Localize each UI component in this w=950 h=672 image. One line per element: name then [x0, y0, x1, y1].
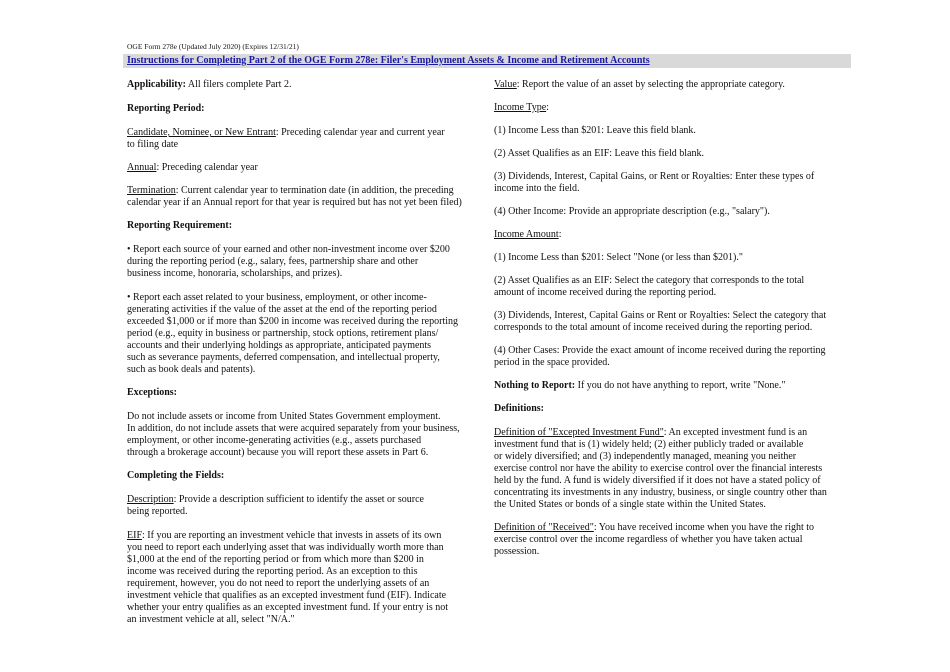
- income-type-heading: Income Type:: [494, 102, 549, 113]
- requirement-income: • Report each source of your earned and other non-investment income over $200 during the reporting period (e.g., salary, fees, partnership share and other business income, honoraria, scholarships, and prizes).: [127, 244, 450, 279]
- nothing-to-report: Nothing to Report: If you do not have anything to report, write "None.": [494, 380, 786, 391]
- completing-fields-heading: Completing the Fields:: [127, 470, 225, 481]
- income-amount-2: (2) Asset Qualifies as an EIF: Select the category that corresponds to the total amount of income received during the reporting period.: [494, 275, 805, 298]
- income-type-4: (4) Other Income: Provide an appropriate description (e.g., "salary").: [494, 206, 770, 217]
- instructions-title-link[interactable]: Instructions for Completing Part 2 of the OGE Form 278e: Filer's Employment Assets & Income and Retirement Accounts: [127, 55, 650, 66]
- definitions-heading: Definitions:: [494, 403, 544, 414]
- income-amount-4: (4) Other Cases: Provide the exact amount of income received during the reporting period in the space provided.: [494, 345, 826, 368]
- exceptions-heading: Exceptions:: [127, 387, 177, 398]
- reporting-period-heading: Reporting Period:: [127, 103, 205, 114]
- income-type-3: (3) Dividends, Interest, Capital Gains, or Rent or Royalties: Enter these types of income into the field.: [494, 171, 815, 194]
- exceptions-text: Do not include assets or income from United States Government employment. In addition, do not include assets that were acquired separately from your business, employment, or other income-generating activities (e.g., assets purchased through a brokerage account) because you will report these assets in Part 6.: [127, 411, 460, 458]
- value-field: Value: Report the value of an asset by selecting the appropriate category.: [494, 79, 785, 90]
- title-bar: [123, 54, 851, 68]
- applicability: Applicability: All filers complete Part 2.: [127, 79, 292, 90]
- income-amount-heading: Income Amount:: [494, 229, 562, 240]
- eif-field: EIF: If you are reporting an investment vehicle that invests in assets of its own you need to report each underlying asset that was individually worth more than $1,000 at the end of the reporting period or from which more than $200 in income was received during the reporting period. As an exception to this requirement, however, you do not need to report the underlying assets of an investment vehicle that qualifies as an excepted investment fund (EIF). Indicate whether your entry qualifies as an excepted investment fund. If your entry is not an investment vehicle at all, select "N/A.": [127, 530, 449, 625]
- description-field: Description: Provide a description sufficient to identify the asset or source being reported.: [127, 494, 424, 517]
- income-amount-3: (3) Dividends, Interest, Capital Gains or Rent or Royalties: Select the category that corresponds to the total amount of income received during the reporting period.: [494, 310, 827, 333]
- right-column: [494, 78, 844, 558]
- income-type-2: (2) Asset Qualifies as an EIF: Leave this field blank.: [494, 148, 704, 159]
- income-type-1: (1) Income Less than $201: Leave this field blank.: [494, 125, 696, 136]
- form-id: OGE Form 278e (Updated July 2020) (Expires 12/31/21): [127, 42, 299, 51]
- candidate-period: Candidate, Nominee, or New Entrant: Preceding calendar year and current year to filing date: [127, 127, 445, 150]
- definition-eif: Definition of "Excepted Investment Fund": An excepted investment fund is an investment fund that is (1) widely held; (2) either publicly traded or available or widely diversified; and (3) independently managed, meaning you neither exercise control nor have the ability to exercise control over the financial interests held by the fund. A fund is widely diversified if it does not have a stated policy of concentrating its investments in any industry, business, or single country other than the United States or bonds of a single state within the United States.: [494, 427, 827, 510]
- income-amount-1: (1) Income Less than $201: Select "None (or less than $201).": [494, 252, 743, 263]
- left-column: [127, 78, 479, 626]
- definition-received: Definition of "Received": You have received income when you have the right to exercise control over the income regardless of whether you have taken actual possession.: [494, 522, 815, 557]
- reporting-requirement-heading: Reporting Requirement:: [127, 220, 233, 231]
- annual-period: Annual: Preceding calendar year: [127, 162, 258, 173]
- termination-period: Termination: Current calendar year to termination date (in addition, the preceding calendar year if an Annual report for that year is required but has not yet been filed): [127, 185, 462, 208]
- requirement-assets: • Report each asset related to your business, employment, or other income- generating activities if the value of the asset at the end of the reporting period exceeded $1,000 or if more than $200 in income was received during the reporting period (e.g., equity in business or partnership, stock options, retirement plans/ accounts and their underlying holdings as appropriate, anticipated payments such as severance payments, deferred compensation, and intellectual property, such as book deals and patents).: [127, 292, 459, 375]
